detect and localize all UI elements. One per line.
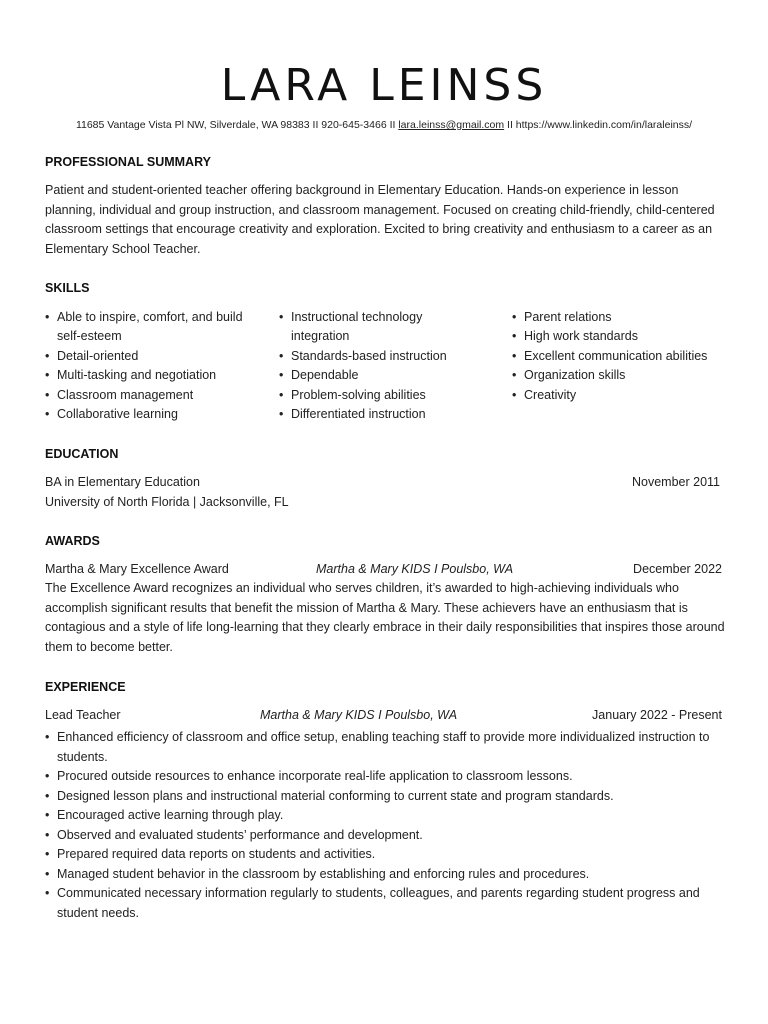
- job-row: [45, 705, 722, 725]
- contact-email-link[interactable]: lara.leinss@gmail.com: [398, 119, 505, 131]
- skill-item: • Multi-tasking and negotiation: [45, 366, 245, 385]
- resume-name: LARA LEINSS: [220, 60, 548, 111]
- skill-item: • Classroom management: [45, 386, 245, 405]
- skill-item: • Collaborative learning: [45, 405, 245, 424]
- summary-heading: PROFESSIONAL SUMMARY: [45, 155, 211, 169]
- skill-item: • Dependable: [279, 366, 479, 385]
- job-bullet: • Managed student behavior in the classroom by establishing and enforcing rules and procedures.: [45, 865, 715, 885]
- job-bullet: • Communicated necessary information regularly to students, colleagues, and parents regarding student progress and student needs.: [45, 884, 715, 923]
- job-bullets: [45, 728, 715, 923]
- job-bullet: • Prepared required data reports on students and activities.: [45, 845, 715, 865]
- contact-line: [0, 118, 768, 132]
- skill-item: • Instructional technology integration: [279, 308, 479, 347]
- skill-item: • High work standards: [512, 327, 712, 346]
- job-title: Lead Teacher: [45, 708, 121, 722]
- job-org: Martha & Mary KIDS I Poulsbo, WA: [260, 708, 458, 722]
- job-bullet: • Procured outside resources to enhance incorporate real-life application to classroom lessons.: [45, 767, 715, 787]
- skill-item: • Organization skills: [512, 366, 712, 385]
- skill-item: • Creativity: [512, 386, 712, 405]
- skill-item: • Detail-oriented: [45, 347, 245, 366]
- skill-item: • Parent relations: [512, 308, 712, 327]
- experience-heading: EXPERIENCE: [45, 680, 126, 694]
- award-description: The Excellence Award recognizes an individual who serves children, it’s awarded to high-achieving individuals who accomplish significant results that benefit the mission of Martha & Mary. These achievers have an enthusiasm that is contagious and a style of life long-learning that they clearly embrace in their daily responsibilities that inspires those around them to become better.: [45, 581, 725, 654]
- education-degree: BA in Elementary Education: [45, 475, 200, 489]
- contact-address-phone: 11685 Vantage Vista Pl NW, Silverdale, WA 98383 II 920-645-3466 II: [75, 119, 399, 131]
- award-title: Martha & Mary Excellence Award: [45, 562, 229, 576]
- contact-linkedin: II https://www.linkedin.com/in/laraleinss/: [504, 119, 693, 131]
- skill-item: • Excellent communication abilities: [512, 347, 712, 366]
- skills-column-1: [45, 308, 245, 424]
- skill-item: • Standards-based instruction: [279, 347, 479, 366]
- skill-item: • Differentiated instruction: [279, 405, 479, 424]
- job-bullet: • Observed and evaluated students’ performance and development.: [45, 826, 715, 846]
- award-row: [45, 559, 722, 579]
- education-date: November 2011: [631, 475, 720, 489]
- skill-item: • Problem-solving abilities: [279, 386, 479, 405]
- award-date: December 2022: [633, 562, 722, 576]
- job-date: January 2022 - Present: [592, 708, 722, 722]
- education-school: University of North Florida | Jacksonville, FL: [45, 495, 289, 509]
- job-bullet: • Encouraged active learning through play.: [45, 806, 715, 826]
- awards-heading: AWARDS: [45, 534, 100, 548]
- job-bullet: • Enhanced efficiency of classroom and office setup, enabling teaching staff to provide more individualized instruction to students.: [45, 728, 715, 767]
- education-heading: EDUCATION: [45, 447, 119, 461]
- education-row: [45, 472, 720, 492]
- skills-column-2: [279, 308, 479, 424]
- skills-heading: SKILLS: [45, 281, 90, 295]
- skill-item: • Able to inspire, comfort, and build self-esteem: [45, 308, 245, 347]
- job-bullet: • Designed lesson plans and instructional material conforming to current state and program standards.: [45, 787, 715, 807]
- skills-column-3: [512, 308, 712, 405]
- award-org: Martha & Mary KIDS I Poulsbo, WA: [316, 562, 514, 576]
- summary-text: Patient and student-oriented teacher offering background in Elementary Education. Hands-on experience in lesson planning, individual and group instruction, and classroom management. Focused on creating child-friendly, child-centered classroom settings that encourage creativity and exploration. Excited to bring creativity and enthusiasm to a career as an Elementary School Teacher.: [45, 183, 715, 256]
